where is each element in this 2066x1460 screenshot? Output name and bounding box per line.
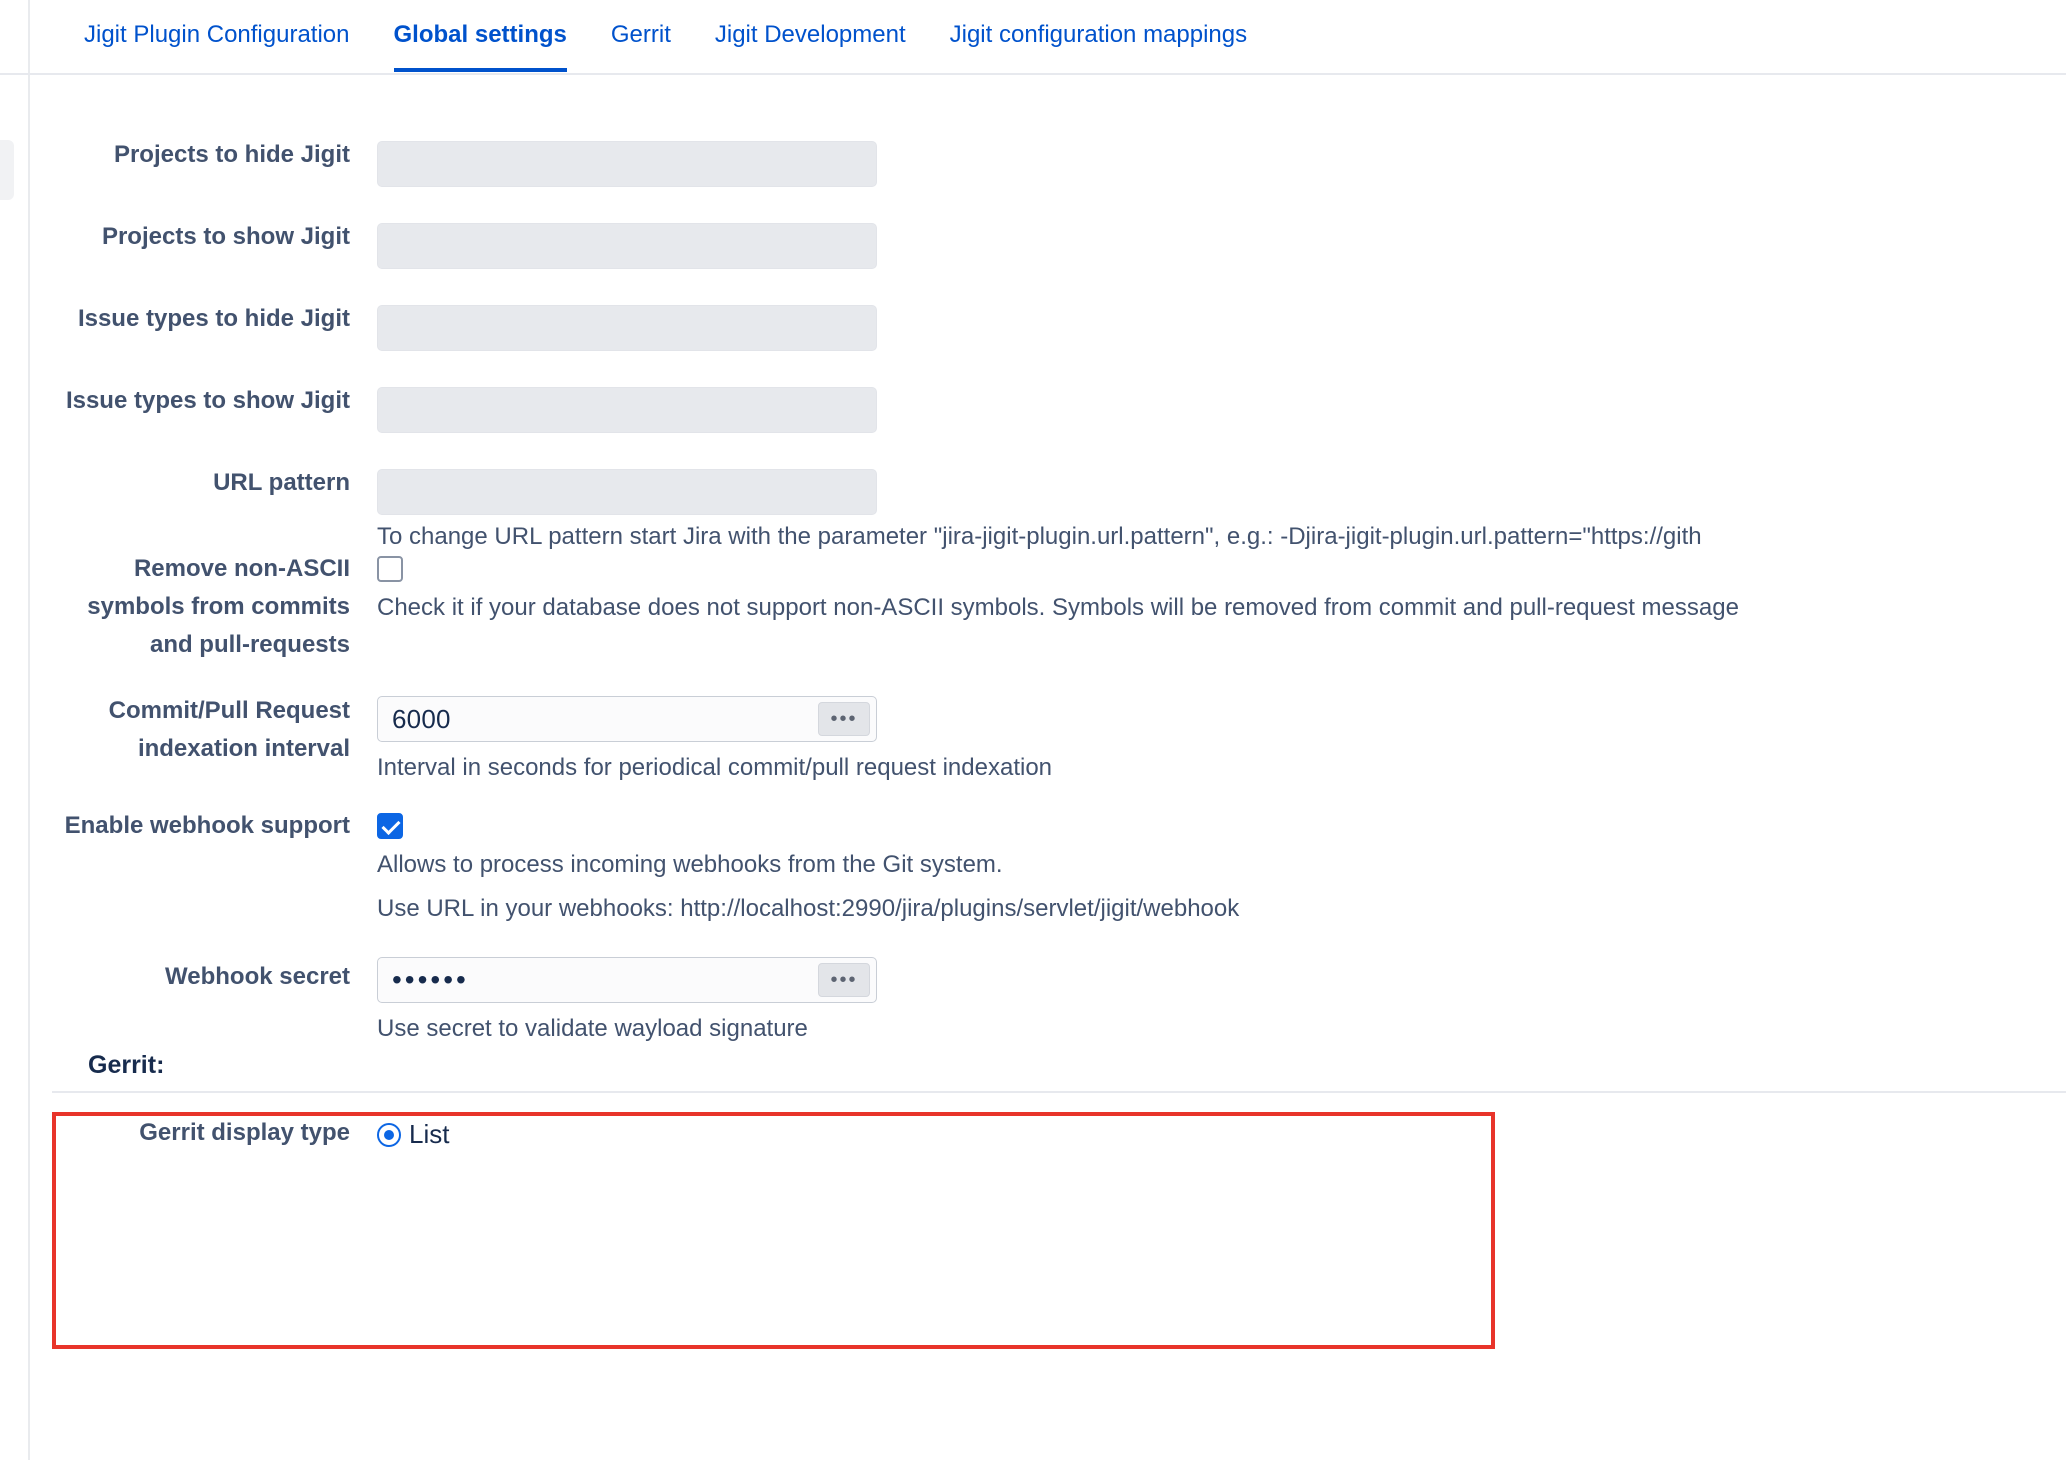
remove-non-ascii-hint: Check it if your database does not support non-ASCII symbols. Symbols will be removed from commit and pull-request message (377, 594, 1739, 621)
enable-webhook-checkbox[interactable] (377, 813, 403, 839)
issue-types-to-hide-input[interactable] (377, 305, 877, 351)
field-issue-types-to-hide (377, 305, 877, 351)
url-pattern-hint: To change URL pattern start Jira with the parameter "jira-jigit-plugin.url.pattern", e.g.: -Djira-jigit-plugin.url.pattern="https://gith (377, 523, 1702, 550)
field-projects-to-show (377, 223, 877, 269)
field-projects-to-hide (377, 141, 877, 187)
tab-gerrit[interactable]: Gerrit (610, 21, 671, 48)
field-enable-webhook (377, 813, 403, 844)
tab-bar (0, 0, 2066, 75)
ellipsis-icon[interactable]: ••• (818, 963, 870, 997)
indexation-interval-hint: Interval in seconds for periodical commit/pull request indexation (377, 754, 1053, 781)
tab-jigit-development[interactable]: Jigit Development (714, 21, 906, 48)
webhook-secret-hint: Use secret to validate wayload signature (377, 1015, 808, 1042)
tab-jigit-plugin-configuration[interactable]: Jigit Plugin Configuration (84, 21, 350, 48)
label-issue-types-to-show: Issue types to show Jigit (65, 387, 350, 414)
url-pattern-input[interactable] (377, 469, 877, 515)
field-gerrit-display-type (377, 1119, 449, 1150)
indexation-interval-value: 6000 (392, 703, 451, 734)
field-webhook-secret (377, 957, 877, 1003)
indexation-interval-input[interactable] (377, 696, 877, 742)
label-remove-non-ascii: Remove non-ASCII symbols from commits and pull-requests (87, 555, 350, 658)
projects-to-show-input[interactable] (377, 223, 877, 269)
gerrit-section-title: Gerrit: (88, 1051, 165, 1079)
gerrit-section-divider (52, 1091, 2066, 1093)
field-indexation-interval (377, 696, 877, 742)
enable-webhook-hint-line2: Use URL in your webhooks: http://localhost:2990/jira/plugins/servlet/jigit/webhook (377, 895, 1240, 922)
label-webhook-secret: Webhook secret (165, 963, 350, 990)
field-issue-types-to-show (377, 387, 877, 433)
label-indexation-interval: Commit/Pull Request indexation interval (108, 697, 350, 762)
field-remove-non-ascii (377, 556, 403, 587)
gerrit-display-type-radio-list[interactable] (377, 1123, 401, 1147)
label-gerrit-display-type: Gerrit display type (139, 1119, 350, 1146)
webhook-secret-input[interactable] (377, 957, 877, 1003)
enable-webhook-hint-line1: Allows to process incoming webhooks from the Git system. (377, 851, 1003, 878)
label-enable-webhook: Enable webhook support (64, 812, 350, 839)
gerrit-display-type-option-label: List (409, 1119, 450, 1149)
tab-jigit-configuration-mappings[interactable]: Jigit configuration mappings (949, 21, 1248, 48)
remove-non-ascii-checkbox[interactable] (377, 556, 403, 582)
field-url-pattern (377, 469, 877, 515)
tab-global-settings[interactable]: Global settings (394, 0, 567, 72)
issue-types-to-show-input[interactable] (377, 387, 877, 433)
page-left-divider (28, 0, 30, 1460)
webhook-secret-value: •••••• (392, 964, 469, 995)
label-projects-to-show: Projects to show Jigit (101, 223, 350, 250)
collapsed-sidebar-handle[interactable] (0, 140, 14, 200)
projects-to-hide-input[interactable] (377, 141, 877, 187)
label-url-pattern: URL pattern (213, 469, 350, 496)
ellipsis-icon[interactable]: ••• (818, 702, 870, 736)
label-issue-types-to-hide: Issue types to hide Jigit (77, 305, 350, 332)
label-projects-to-hide: Projects to hide Jigit (113, 141, 350, 168)
